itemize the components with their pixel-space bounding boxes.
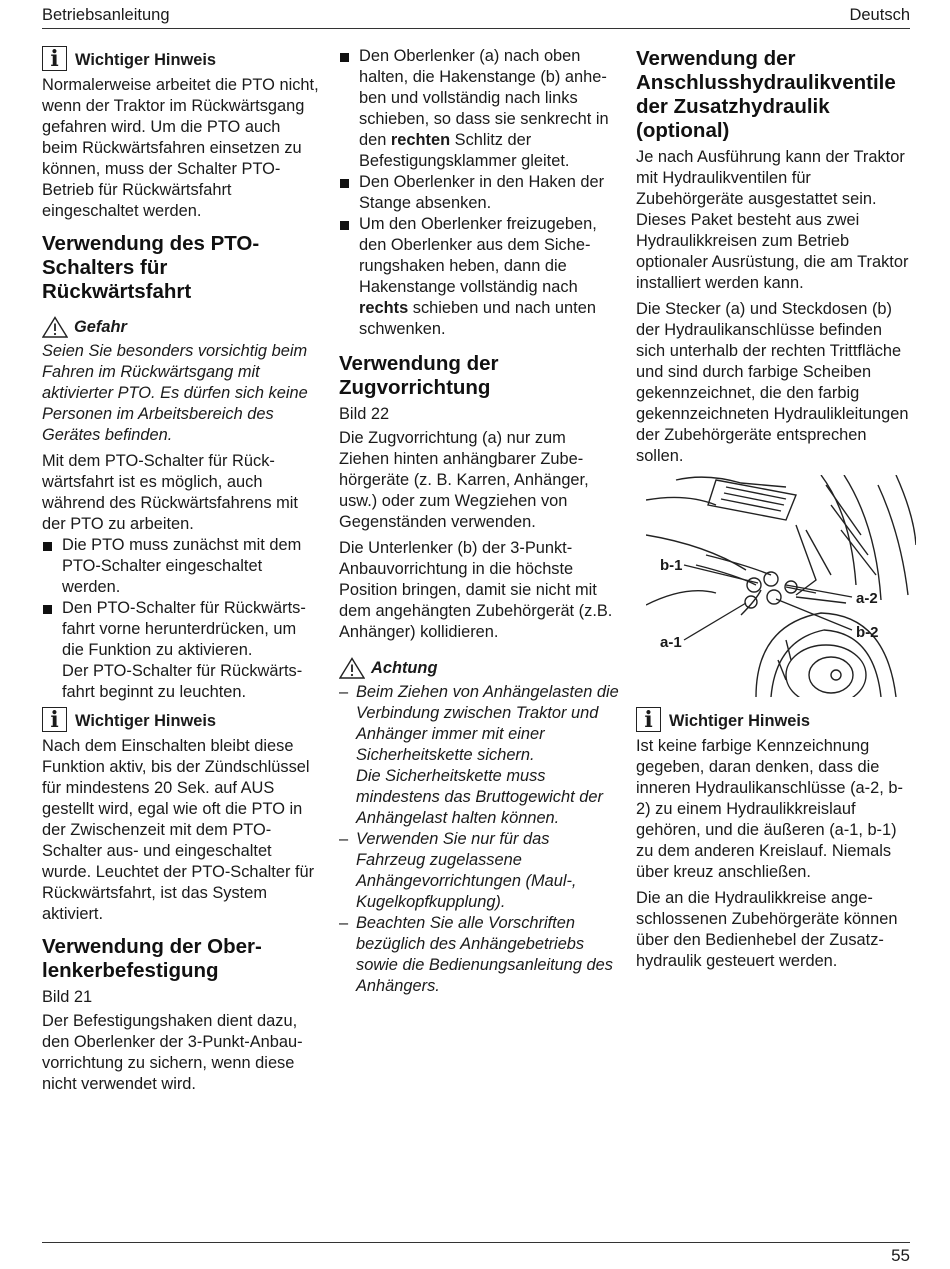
important-note-title: Wichtiger Hinweis xyxy=(669,712,811,730)
caution-list xyxy=(339,682,619,997)
caution-heading xyxy=(339,657,619,679)
info-icon: i xyxy=(42,707,67,732)
section-heading-aux-hydraulics: Verwendung der Anschlusshydraulikventile der Zusatzhydraulik (optional) xyxy=(636,47,896,142)
list-item: Die PTO muss zunächst mit dem PTO-Schalter eingeschaltet werden. xyxy=(42,535,320,598)
important-note-heading xyxy=(42,706,320,733)
aux-hydraulics-text: Je nach Ausführung kann der Traktor mit Hydraulikventilen für Zubehörgeräte ausgestattet sein. Dieses Paket besteht aus zwei Hydraulikkreisen zum Betrieb optionaler Ausrüstung, die am Traktor installiert werden kann. xyxy=(636,148,909,292)
square-bullet-icon xyxy=(43,605,52,614)
control-lever-text: Die an die Hydraulikkreise angeschlossenen Zubehörgeräte können über den Bedienhebel der Zusatzhydraulik gesteuert werden. xyxy=(636,889,898,970)
label-a1: a-1 xyxy=(660,634,682,651)
column-right xyxy=(636,44,911,977)
warning-triangle-icon xyxy=(42,316,68,338)
important-note-heading xyxy=(42,45,320,72)
square-bullet-icon xyxy=(43,542,52,551)
important-note-text: Nach dem Einschalten bleibt diese Funktion aktiv, bis der Zündschlüssel für mindestens 20 Sek. auf AUS gestellt wird, egal wie oft die PTO in der Zwischenzeit mit dem PTO-Schalter aus- und eingeschaltet wurde. Leuchtet der PTO-Schalter für Rückwärtsfahrt, ist das System aktiviert. xyxy=(42,737,315,923)
pto-steps-list xyxy=(42,535,320,703)
list-item: – Beim Ziehen von Anhängelasten die Verbindung zwischen Traktor und Anhänger immer mit einer Sicherheitskette sichern. Die Sicherheitskette muss mindestens das Bruttogewicht der Anhängelast halten können. xyxy=(339,683,619,827)
important-note-title: Wichtiger Hinweis xyxy=(75,712,217,730)
important-note-text: Ist keine farbige Kennzeichnung gegeben, daran denken, dass die inneren Hydraulikanschlüsse (a-2, b-2) zu einem Hydraulikkreislauf gehören, und die äußeren (a-1, b-1) zu dem anderen Kreislauf. Niemals über kreuz anschließen. xyxy=(636,737,903,881)
header-language: Deutsch xyxy=(849,6,910,24)
list-item: Um den Oberlenker freizugeben, den Oberlenker aus dem Sicherungshaken heben, dann die Hakenstange vollständig nach rechts schieben und nach unten schwenken. xyxy=(339,214,619,340)
label-a2: a-2 xyxy=(856,590,878,607)
header-manual-title: Betriebsanleitung xyxy=(42,6,170,24)
caution-title: Achtung xyxy=(371,659,438,677)
square-bullet-icon xyxy=(340,53,349,62)
hydraulic-couplers-illustration xyxy=(646,475,916,697)
section-heading-top-link: Verwendung der Oberlenkerbefestigung xyxy=(42,935,262,982)
label-b2: b-2 xyxy=(856,624,879,641)
list-item: Den Oberlenker (a) nach oben halten, die Hakenstange (b) anheben und vollständig nach links schieben, so dass sie senkrecht in den rechten Schlitz der Befestigungsklammer gleitet. xyxy=(339,46,619,172)
section-heading-pto-switch: Verwendung des PTO-Schalters für Rückwärtsfahrt xyxy=(42,232,260,303)
footer-rule xyxy=(42,1242,910,1243)
info-icon: i xyxy=(42,46,67,71)
list-item: Den Oberlenker in den Haken der Stange absenken. xyxy=(339,172,619,214)
figure-reference: Bild 22 xyxy=(339,405,390,423)
page-header xyxy=(42,5,910,29)
important-note-title: Wichtiger Hinweis xyxy=(75,51,217,69)
danger-text: Seien Sie besonders vorsichtig beim Fahren im Rückwärtsgang mit aktivierter PTO. Es dürfen sich keine Personen im Arbeitsbereich des Gerätes befinden. xyxy=(42,342,308,444)
important-note-heading xyxy=(636,706,911,733)
lower-link-text: Die Unterlenker (b) der 3-Punkt-Anbauvorrichtung in die höchste Position bringen, damit sie nicht mit dem angehängten Zubehörgerät (z.B. Anhänger) kollidieren. xyxy=(339,539,613,641)
page-number: 55 xyxy=(891,1246,910,1265)
warning-triangle-icon xyxy=(339,657,365,679)
column-left xyxy=(42,44,320,1100)
danger-heading xyxy=(42,316,320,338)
section-heading-drawbar: Verwendung der Zugvorrichtung xyxy=(339,352,499,399)
square-bullet-icon xyxy=(340,221,349,230)
couplers-text: Die Stecker (a) und Steckdosen (b) der Hydraulikanschlüsse befinden sich unterhalb der rechten Trittfläche und sind durch farbige Scheiben gekennzeichnet, die den farbig gekennzeichneten Hydraulikleitungen der Zubehörgeräte entsprechen sollen. xyxy=(636,300,909,465)
tractor-hydraulics-drawing xyxy=(646,475,916,697)
danger-title: Gefahr xyxy=(74,318,127,336)
label-b1: b-1 xyxy=(660,557,683,574)
list-item: – Beachten Sie alle Vorschriften bezüglich des Anhängebetriebs sowie die Bedienungsanleitung des Anhängers. xyxy=(339,914,613,995)
important-note-text: Normalerweise arbeitet die PTO nicht, wenn der Traktor im Rückwärtsgang gefahren wird. Um die PTO auch beim Rückwärtsfahren einsetzen zu können, muss der Schalter PTO-Betrieb für Rückwärtsfahrt eingeschaltet werden. xyxy=(42,76,319,220)
top-link-steps-list xyxy=(339,46,619,340)
list-item-continuation: Der PTO-Schalter für Rückwärtsfahrt beginnt zu leuchten. xyxy=(62,662,303,701)
list-item: – Verwenden Sie nur für das Fahrzeug zugelassene Anhängevorrichtungen (Maul-, Kugelkopfkupplung). xyxy=(339,830,577,911)
square-bullet-icon xyxy=(340,179,349,188)
column-middle xyxy=(339,46,619,997)
info-icon: i xyxy=(636,707,661,732)
list-item: Den PTO-Schalter für Rückwärtsfahrt vorne herunterdrücken, um die Funktion zu aktivieren. Der PTO-Schalter für Rückwärtsfahrt beginnt zu leuchten. xyxy=(42,598,320,703)
figure-reference: Bild 21 xyxy=(42,988,93,1006)
top-link-text: Der Befestigungshaken dient dazu, den Oberlenker der 3-Punkt-Anbauvorrichtung zu sichern, wenn diese nicht verwendet wird. xyxy=(42,1012,303,1093)
drawbar-text: Die Zugvorrichtung (a) nur zum Ziehen hinten anhängbarer Zubehörgeräte (z. B. Karren, Anhänger, usw.) oder zum Wegziehen von Gegenständen verwenden. xyxy=(339,429,589,531)
pto-intro-text: Mit dem PTO-Schalter für Rückwärtsfahrt ist es möglich, auch während des Rückwärtsfahrens mit der PTO zu arbeiten. xyxy=(42,452,298,533)
